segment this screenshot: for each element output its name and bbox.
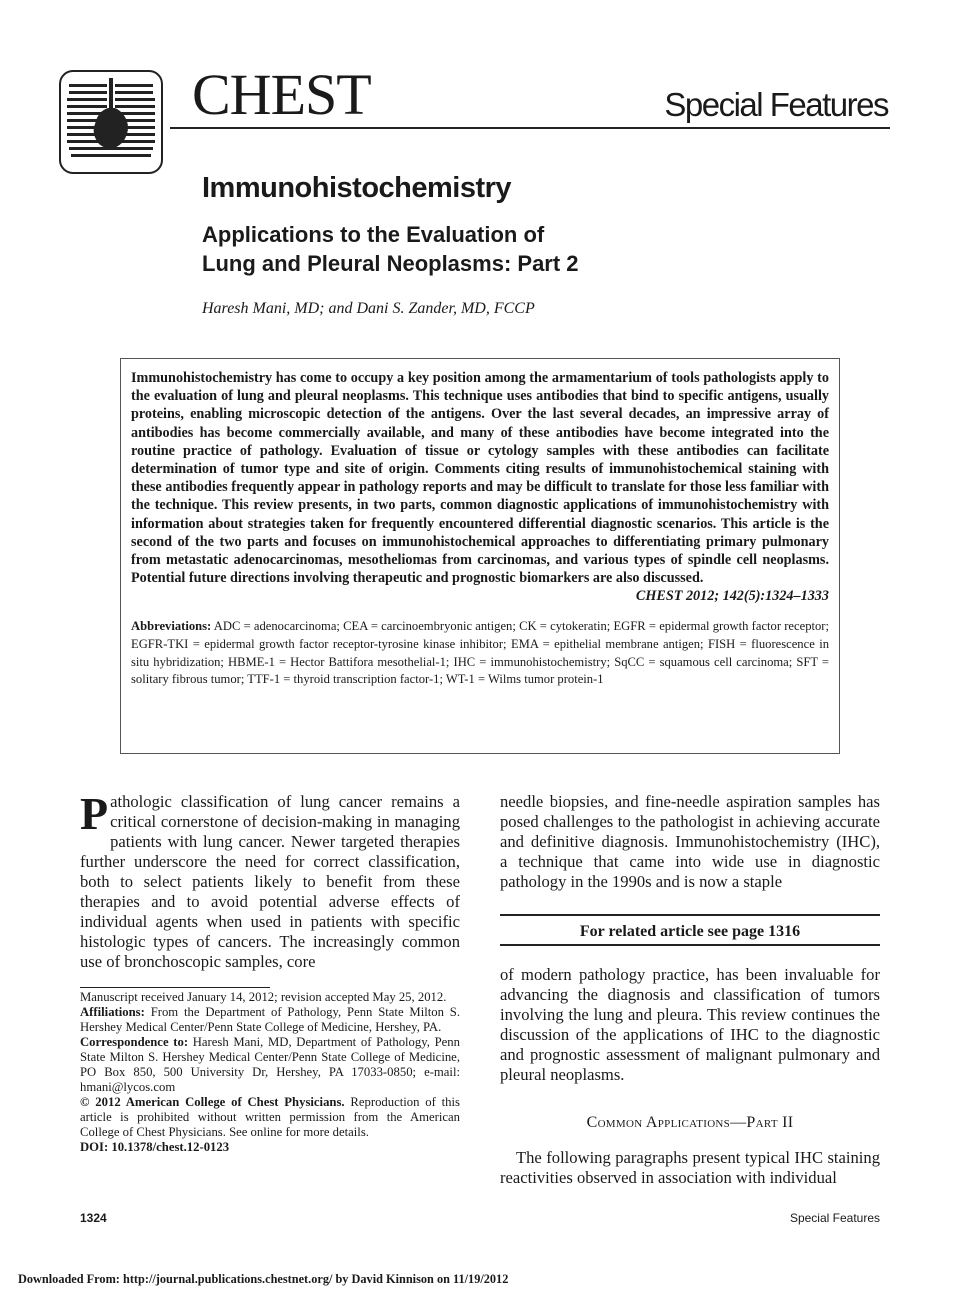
footer-section: Special Features [789, 1211, 880, 1225]
abstract-text: Immunohistochemistry has come to occupy a key position among the armamentarium of tools pathologists apply to the evaluation of lung and pleural neoplasms. This technique uses antibodies that bind to specific antigens, usually proteins, enabling microscopic detection of the antigens. Over the last several decades, an impressive array of antibodies has become commercially available, and many of these antibodies have become integrated into the routine practice of pathology. Evaluation of tissue or cytology samples with these antibodies can facilitate determination of tumor type and site of origin. Comments citing results of immunohistochemical staining with these antibodies frequently appear in pathology reports and may be difficult to translate for those less familiar with the technique. This review presents, in two parts, common diagnostic applications of immunohistochemistry with information about strategies taken for frequently encountered differential diagnostic scenarios. This article is the second of the two parts and focuses on immunohistochemical approaches to differentiating primary pulmonary from metastatic adenocarcinomas, mesotheliomas from carcinomas, and various types of spindle cell neoplasms. Potential future directions involving therapeutic and prognostic biomarkers are also discussed. [131, 370, 829, 587]
affiliations-label: Affiliations: [80, 1005, 145, 1019]
page-number: 1324 [80, 1211, 107, 1225]
related-article-link[interactable]: For related article see page 1316 [500, 914, 880, 946]
journal-logo [59, 70, 163, 174]
copyright [80, 1095, 460, 1140]
body-column-right-bottom: The following paragraphs present typical IHC staining reactivities observed in association with individual [500, 1148, 880, 1187]
section-heading: Common Applications—Part II [586, 1114, 794, 1131]
abbreviations-text: ADC = adenocarcinoma; CEA = carcinoembryonic antigen; CK = cytokeratin; EGFR = epidermal growth factor receptor; EGFR-TKI = epidermal growth factor receptor-tyrosine kinase inhibitor; EMA = epithelial membrane antigen; FISH = fluorescence in situ hybridization; HBME-1 = Hector Battifora mesothelial-1; IHC = immunohistochemistry; SqCC = squamous cell carcinoma; SFT = solitary fibrous tumor; TTF-1 = thyroid transcription factor-1; WT-1 = Wilms tumor protein-1 [131, 619, 829, 687]
abbreviations-label: Abbreviations: [131, 619, 212, 634]
footnote-rule [80, 987, 270, 988]
footnotes [80, 990, 460, 1155]
subtitle-line-2: Lung and Pleural Neoplasms: Part 2 [202, 251, 579, 276]
affiliations [80, 1005, 460, 1035]
correspondence-text: Haresh Mani, MD, Department of Pathology, Penn State Milton S. Hershey Medical Center/Penn State College of Medicine, PO Box 850, 500 University Dr, Hershey, PA 17033-0850; e-mail: hmani@lycos.com [80, 1035, 460, 1094]
body-column-right-top: needle biopsies, and fine-needle aspiration samples has posed challenges to the pathologist in achieving accurate and definitive diagnosis. Immunohistochemistry (IHC), a technique that came into wide use in diagnostic pathology in the 1990s and is now a staple [500, 792, 880, 891]
affiliations-text: From the Department of Pathology, Penn State Milton S. Hershey Medical Center/Penn State College of Medicine, Hershey, PA. [80, 1005, 460, 1034]
body-column-left [80, 788, 460, 972]
doi [80, 1140, 460, 1155]
copyright-text: Reproduction of this article is prohibited without written permission from the American College of Chest Physicians. See online for more details. [80, 1095, 460, 1139]
journal-name: CHEST [192, 62, 371, 127]
correspondence [80, 1035, 460, 1095]
doi-text: DOI: 10.1378/chest.12-0123 [80, 1140, 230, 1154]
abstract-box [120, 358, 840, 754]
abbreviations [131, 618, 829, 688]
authors: Haresh Mani, MD; and Dani S. Zander, MD, FCCP [202, 300, 535, 317]
copyright-label: © 2012 American College of Chest Physicians. [80, 1095, 345, 1109]
section-label: Special Features [664, 86, 888, 123]
subtitle-line-1: Applications to the Evaluation of [202, 222, 545, 247]
header-rule [170, 127, 890, 129]
citation: CHEST 2012; 142(5):1324–1333 [635, 588, 829, 605]
manuscript-received: Manuscript received January 14, 2012; revision accepted May 25, 2012. [80, 990, 447, 1004]
article-title: Immunohistochemistry [202, 172, 512, 204]
download-notice: Downloaded From: http://journal.publications.chestnet.org/ by David Kinnison on 11/19/2012 [18, 1272, 509, 1286]
drop-cap: P [80, 788, 109, 839]
article-subtitle [202, 220, 579, 278]
body-paragraph-1: athologic classification of lung cancer remains a critical cornerstone of decision-making in managing patients with lung cancer. Newer targeted therapies further underscore the need for correct classification, both to select patients likely to benefit from these therapies and to avoid potential adverse effects of individual agents when used in patients with specific histologic types of cancers. The increasingly common use of bronchoscopic samples, core [80, 792, 460, 971]
correspondence-label: Correspondence to: [80, 1035, 189, 1049]
chest-lungs-icon [61, 72, 161, 172]
body-column-right-mid: of modern pathology practice, has been invaluable for advancing the diagnosis and classification of tumors involving the lung and pleura. This review continues the discussion of the applications of IHC to the diagnostic and prognostic assessment of malignant pulmonary and pleural neoplasms. [500, 965, 880, 1084]
